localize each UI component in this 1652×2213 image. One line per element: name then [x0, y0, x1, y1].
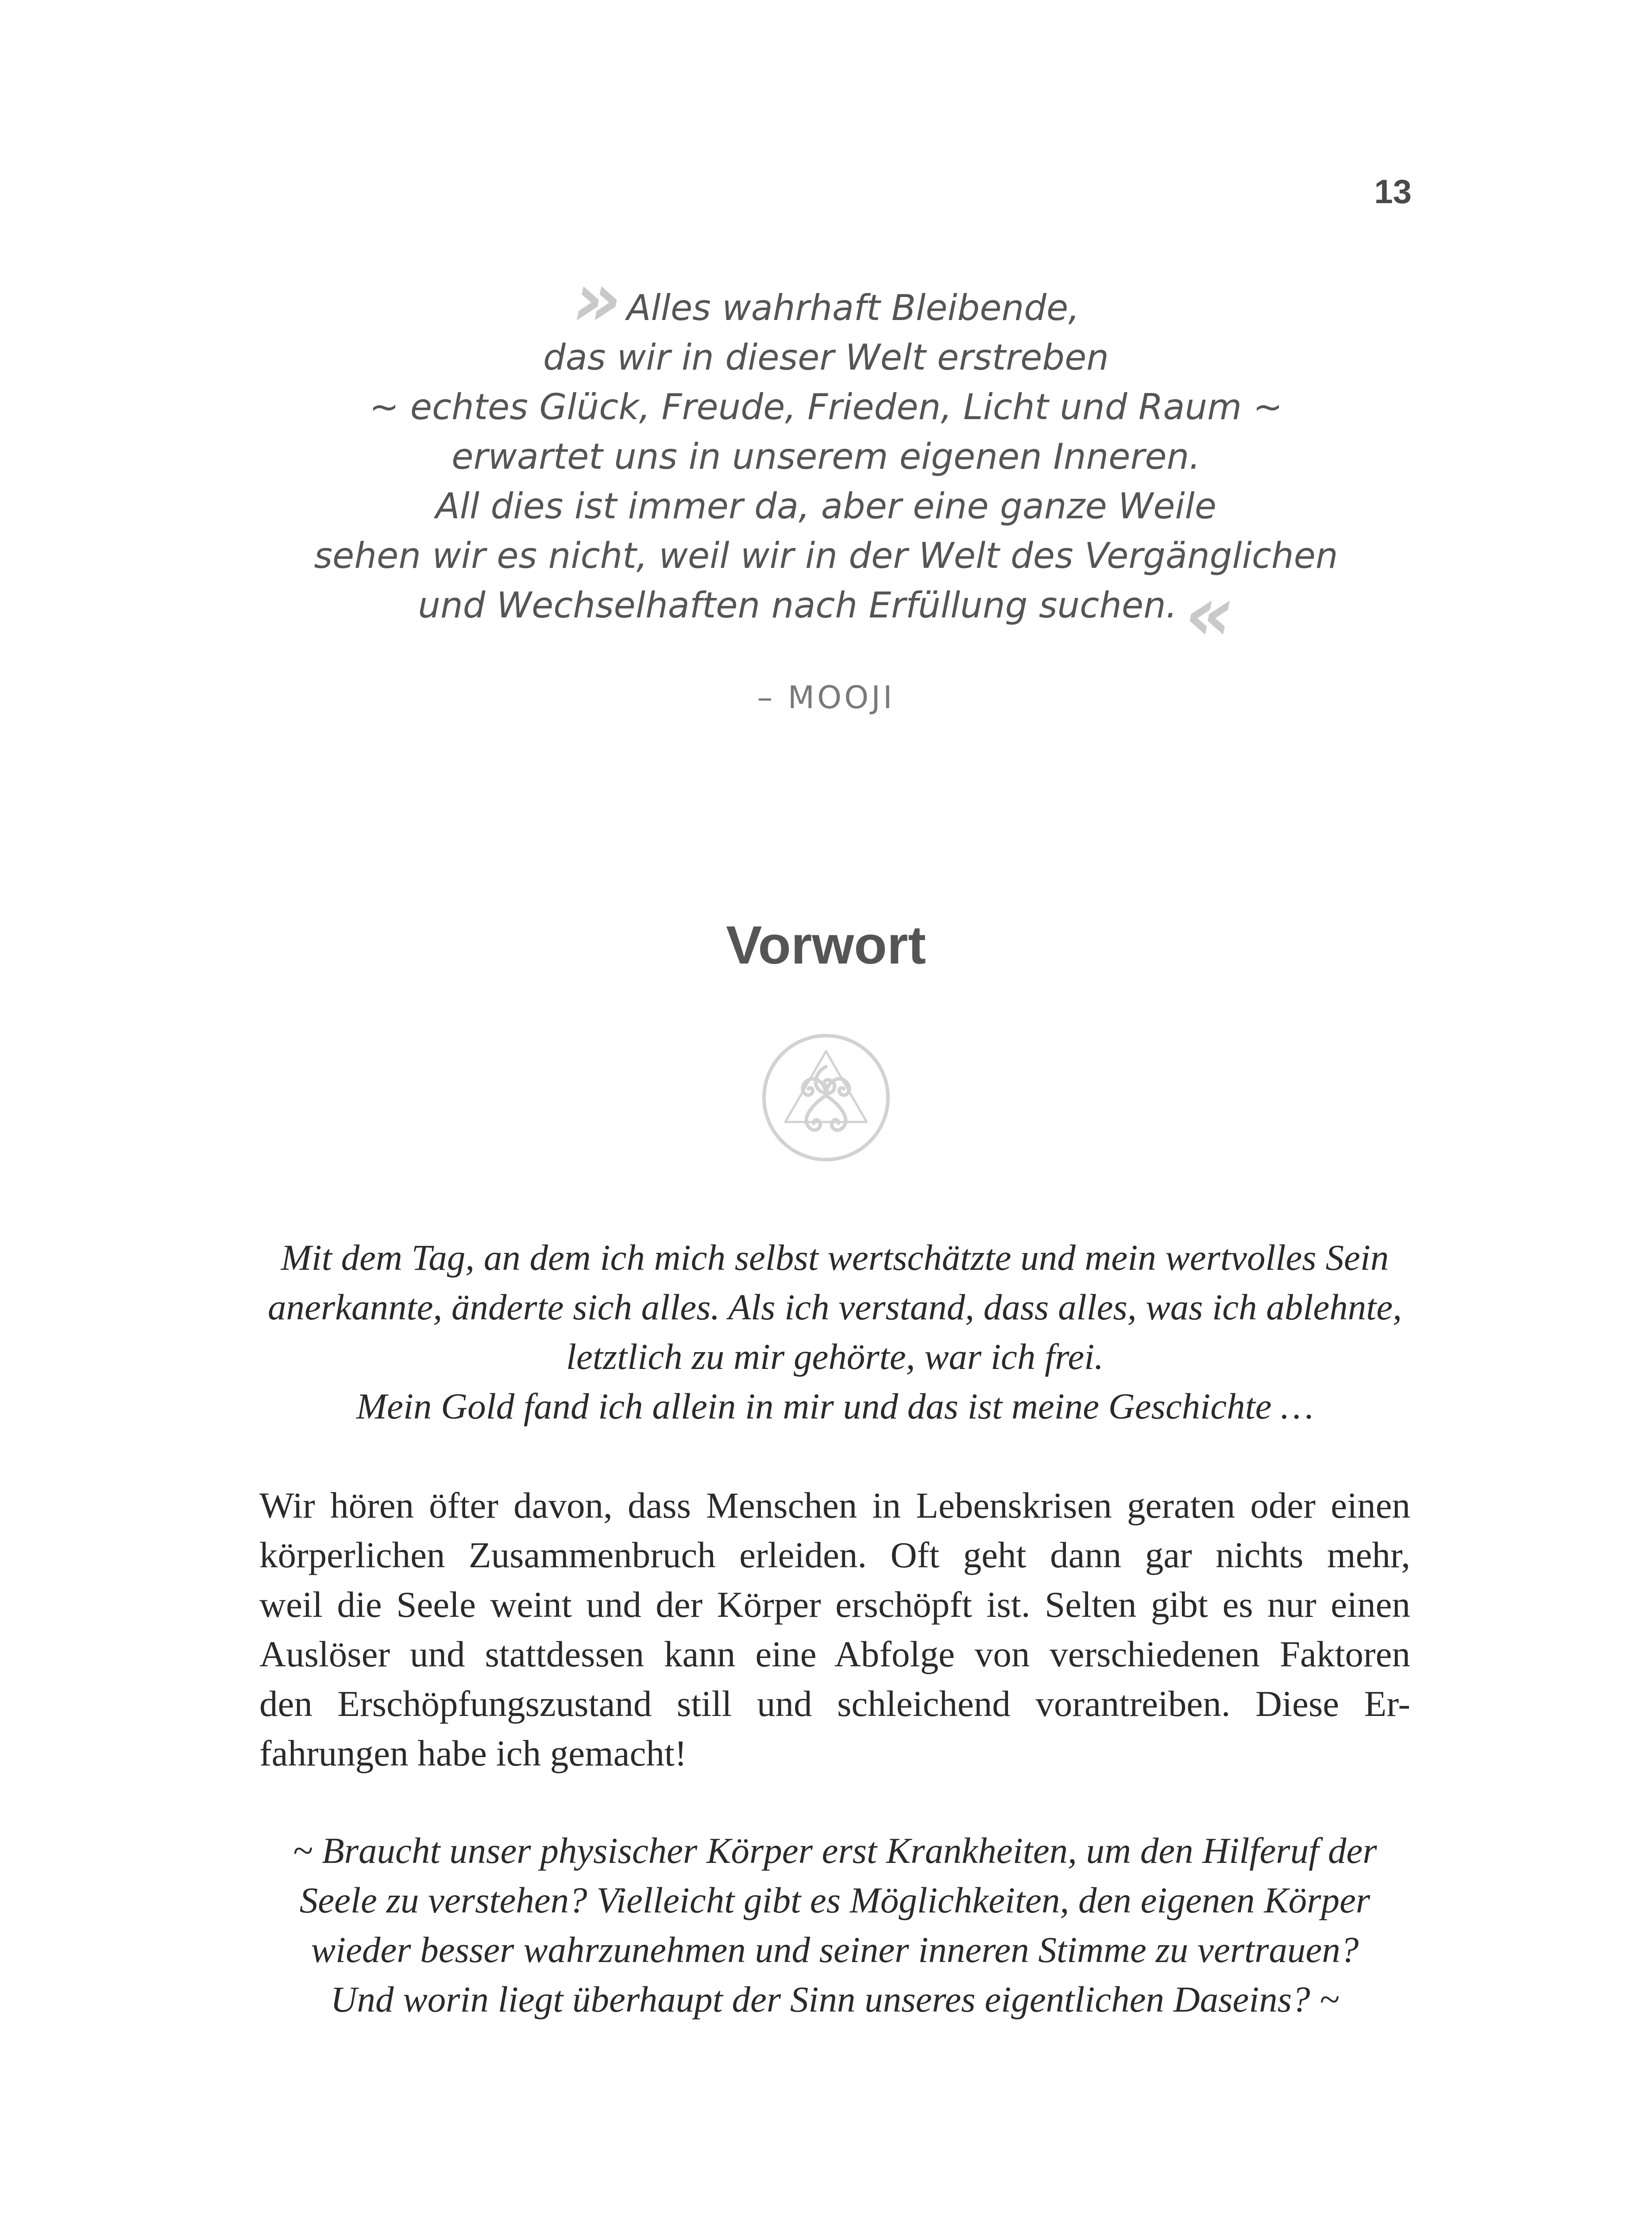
epigraph-quote	[251, 256, 1401, 658]
intro-line: Mein Gold fand ich allein in mir und das ist meine Geschichte …	[356, 1386, 1314, 1426]
closing-line: ~ Braucht unser physischer Körper erst Krankheiten, um den Hilferuf der	[293, 1830, 1377, 1871]
chapter-title: Vorwort	[726, 915, 926, 975]
closing-line: Und worin liegt überhaupt der Sinn unseres eigentlichen Daseins? ~	[330, 1979, 1339, 2020]
closing-line: Seele zu verstehen? Vielleicht gibt es Möglichkeiten, den eigenen Körper	[299, 1880, 1370, 1920]
opening-quote-mark-icon: »	[572, 256, 621, 343]
epigraph-attribution: – MOOJI	[757, 679, 895, 716]
page-number: 13	[1374, 173, 1412, 211]
intro-line: Mit dem Tag, an dem ich mich selbst wertschätzte und mein wertvolles Sein	[281, 1237, 1389, 1278]
closing-paragraph	[259, 1826, 1410, 2024]
triskele-ornament-icon	[760, 1031, 892, 1164]
closing-quote-mark-icon: «	[1185, 570, 1234, 658]
epigraph-line: ~ echtes Glück, Freude, Frieden, Licht und Raum ~	[369, 386, 1283, 428]
intro-line: letztlich zu mir gehörte, war ich frei.	[566, 1336, 1104, 1377]
epigraph-line: und Wechselhaften nach Erfüllung suchen. «	[418, 570, 1234, 658]
body-line: Wir hören öfter davon, dass Menschen in Lebenskrisen geraten oder einen	[259, 1485, 1410, 1526]
intro-line: anerkannte, änderte sich alles. Als ich verstand, dass alles, was ich ablehnte,	[268, 1287, 1402, 1327]
closing-line: wieder besser wahrzunehmen und seiner inneren Stimme zu vertrauen?	[311, 1929, 1359, 1970]
intro-paragraph	[259, 1233, 1410, 1431]
epigraph-line: erwartet uns in unserem eigenen Inneren.	[452, 436, 1200, 477]
epigraph-line: All dies ist immer da, aber eine ganze Weile	[435, 486, 1217, 527]
body-line: den Erschöpfungszustand still und schleichend vorantreiben. Diese Er-	[259, 1683, 1410, 1724]
body-line: fahrungen habe ich gemacht!	[259, 1733, 687, 1773]
body-line: körperlichen Zusammenbruch erleiden. Oft geht dann gar nichts mehr,	[259, 1534, 1410, 1575]
epigraph-line: sehen wir es nicht, weil wir in der Welt des Vergänglichen	[314, 535, 1338, 576]
epigraph-line: » Alles wahrhaft Bleibende,	[572, 256, 1080, 343]
body-line: Auslöser und stattdessen kann eine Abfolge von verschiedenen Faktoren	[259, 1634, 1410, 1674]
body-paragraph	[259, 1480, 1410, 1778]
epigraph-line: das wir in dieser Welt erstreben	[543, 337, 1109, 378]
body-line: weil die Seele weint und der Körper erschöpft ist. Selten gibt es nur einen	[259, 1584, 1410, 1625]
